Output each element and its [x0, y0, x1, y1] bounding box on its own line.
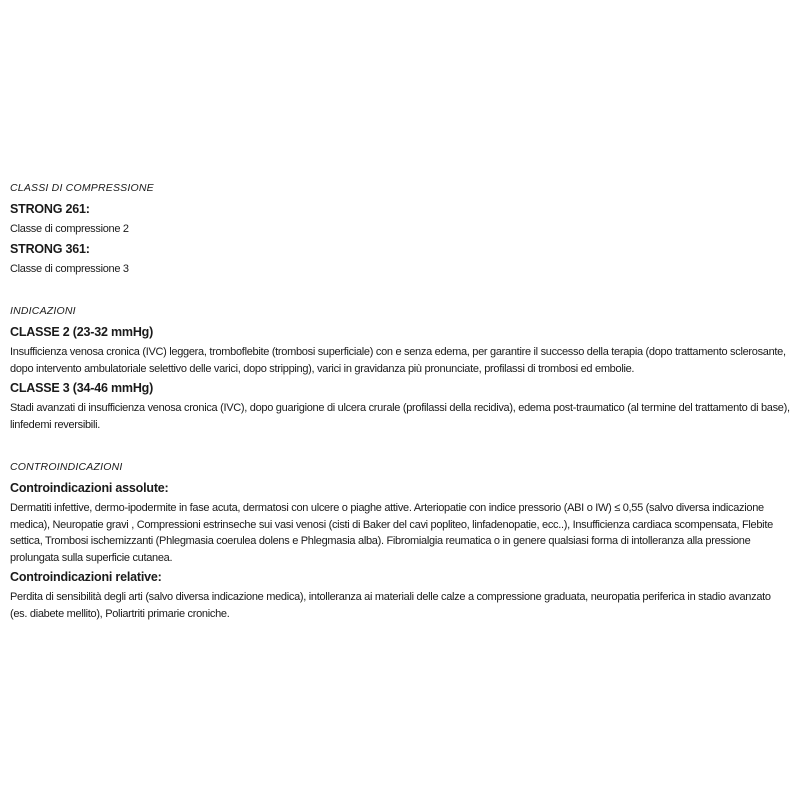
section-heading: CONTROINDICAZIONI [10, 461, 123, 473]
item-label-classe-2: CLASSE 2 (23-32 mmHg) [10, 325, 154, 339]
item-text: Classe di compressione 3 [10, 262, 129, 275]
item-label-controindicazioni-assolute: Controindicazioni assolute: [10, 481, 169, 495]
item-text: Perdita di sensibilità degli arti (salvo diversa indicazione medica), intolleranza ai materiali delle calze a compressione graduata, neuropatia periferica in stadio avanzato (es. diabete mellito), Poliartriti primarie croniche. [10, 591, 771, 620]
section-heading: INDICAZIONI [10, 305, 76, 317]
item-label-classe-3: CLASSE 3 (34-46 mmHg) [10, 381, 154, 395]
item-label-strong-361: STRONG 361: [10, 241, 90, 256]
item-label-strong-261: STRONG 261: [10, 202, 90, 216]
section-heading: CLASSI DI COMPRESSIONE [10, 182, 154, 194]
item-label-controindicazioni-relative: Controindicazioni relative: [10, 570, 162, 584]
item-text: Classe di compressione 2 [10, 223, 129, 235]
item-text: Insufficienza venosa cronica (IVC) leggera, tromboflebite (trombosi superficiale) con e senza edema, per garantire il successo della terapia (dopo trattamento sclerosante, dopo intervento ambulatoriale selettivo delle varici, dopo stripping), varici in gravidanza più pronunciate, profilassi di trombosi ed embolie. [10, 346, 786, 375]
section-controindicazioni [10, 461, 790, 622]
section-classi-di-compressione [10, 182, 790, 277]
item-text: Stadi avanzati di insufficienza venosa cronica (IVC), dopo guarigione di ulcera crurale (profilassi della recidiva), edema post-traumatico (al termine del trattamento di base), linfedemi reversibili. [10, 402, 790, 431]
section-indicazioni [10, 305, 790, 433]
item-text: Dermatiti infettive, dermo-ipodermite in fase acuta, dermatosi con ulcere o piaghe attive. Arteriopatie con indice pressorio (ABI o IW) ≤ 0,55 (salvo diversa indicazione medica), Neuropatie gravi , Compressioni estrinseche sui vasi venosi (cisti di Baker del cavi popliteo, linfadenopatie, ecc..), Insufficienza cardiaca scompensata, Flebite settica, Trombosi ischemizzanti (Phlegmasia coerulea dolens e Phlegmasia alba). Fibromialgia reumatica o in genere qualsiasi forma di intolleranza alla pressione prolungata sulla superficie cutanea. [10, 502, 773, 564]
